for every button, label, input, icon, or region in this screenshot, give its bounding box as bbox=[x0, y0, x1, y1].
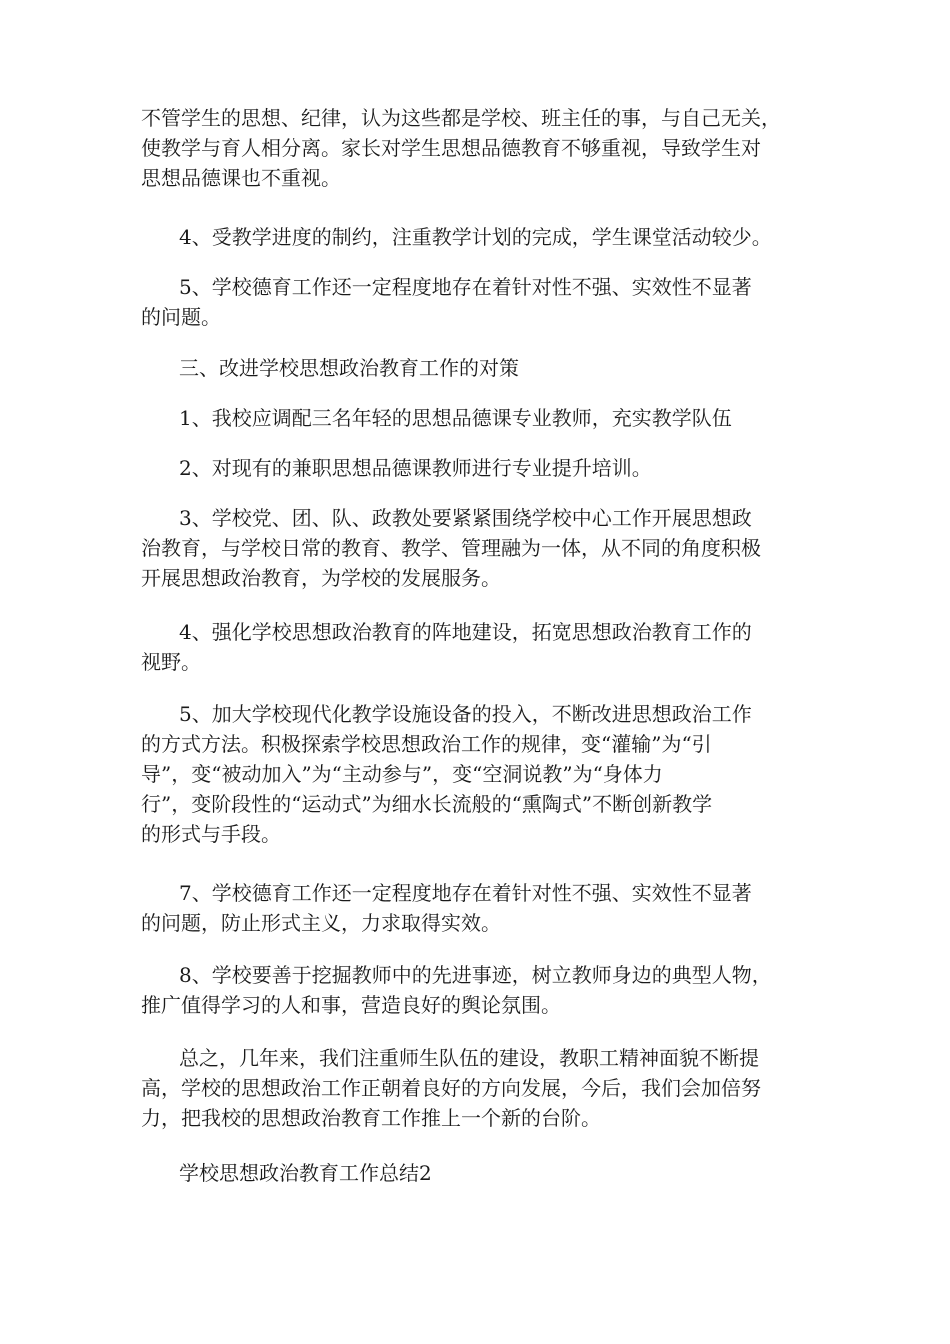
text-line: 2、对现有的兼职思想品德课教师进行专业提升培训。 bbox=[179, 456, 652, 480]
text-line: 5、加大学校现代化教学设施设备的投入，不断改进思想政治工作 bbox=[179, 702, 752, 726]
text-line: 思想品德课也不重视。 bbox=[141, 166, 341, 190]
text-line: 行”，变阶段性的“运动式”为细水长流般的“熏陶式”不断创新教学 bbox=[141, 792, 713, 816]
text-line: 高，学校的思想政治工作正朝着良好的方向发展，今后，我们会加倍努 bbox=[141, 1076, 761, 1100]
text-line: 1、我校应调配三名年轻的思想品德课专业教师，充实教学队伍 bbox=[179, 406, 732, 430]
text-line: 5、学校德育工作还一定程度地存在着针对性不强、实效性不显著 bbox=[179, 275, 752, 299]
next-section-title bbox=[141, 1158, 841, 1188]
text-line: 3、学校党、团、队、政教处要紧紧围绕学校中心工作开展思想政 bbox=[179, 506, 752, 530]
text-line: 导”，变“被动加入”为“主动参与”，变“空洞说教”为“身体力 bbox=[141, 762, 663, 786]
paragraph-measure-1 bbox=[141, 403, 841, 433]
paragraph-measure-7 bbox=[141, 878, 841, 938]
text-line: 的形式与手段。 bbox=[141, 822, 281, 846]
text-line: 治教育，与学校日常的教育、教学、管理融为一体，从不同的角度积极 bbox=[141, 536, 761, 560]
text-line: 学校思想政治教育工作总结2 bbox=[179, 1161, 432, 1185]
section-heading bbox=[141, 353, 841, 383]
text-line: 视野。 bbox=[141, 650, 201, 674]
paragraph-conclusion bbox=[141, 1043, 841, 1133]
paragraph-item-4 bbox=[141, 222, 841, 252]
paragraph-measure-3 bbox=[141, 503, 841, 593]
paragraph-measure-2 bbox=[141, 453, 841, 483]
text-line: 的问题。 bbox=[141, 305, 221, 329]
paragraph-measure-5 bbox=[141, 699, 841, 849]
paragraph-measure-4 bbox=[141, 617, 841, 677]
text-line: 总之，几年来，我们注重师生队伍的建设，教职工精神面貌不断提 bbox=[179, 1046, 759, 1070]
text-line: 8、学校要善于挖掘教师中的先进事迹，树立教师身边的典型人物， bbox=[179, 963, 772, 987]
text-line: 4、强化学校思想政治教育的阵地建设，拓宽思想政治教育工作的 bbox=[179, 620, 752, 644]
paragraph-item-5 bbox=[141, 272, 841, 332]
paragraph-continuation bbox=[141, 103, 841, 193]
paragraph-measure-8 bbox=[141, 960, 841, 1020]
text-line: 力，把我校的思想政治教育工作推上一个新的台阶。 bbox=[141, 1106, 601, 1130]
text-line: 使教学与育人相分离。家长对学生思想品德教育不够重视，导致学生对 bbox=[141, 136, 761, 160]
text-line: 三、改进学校思想政治教育工作的对策 bbox=[179, 356, 519, 380]
text-line: 不管学生的思想、纪律，认为这些都是学校、班主任的事，与自己无关， bbox=[141, 106, 781, 130]
text-line: 的问题，防止形式主义，力求取得实效。 bbox=[141, 911, 501, 935]
text-line: 7、学校德育工作还一定程度地存在着针对性不强、实效性不显著 bbox=[179, 881, 752, 905]
text-line: 推广值得学习的人和事，营造良好的舆论氛围。 bbox=[141, 993, 561, 1017]
text-line: 的方式方法。积极探索学校思想政治工作的规律，变“灌输”为“引 bbox=[141, 732, 712, 756]
text-line: 开展思想政治教育，为学校的发展服务。 bbox=[141, 566, 501, 590]
text-line: 4、受教学进度的制约，注重教学计划的完成，学生课堂活动较少。 bbox=[179, 225, 772, 249]
